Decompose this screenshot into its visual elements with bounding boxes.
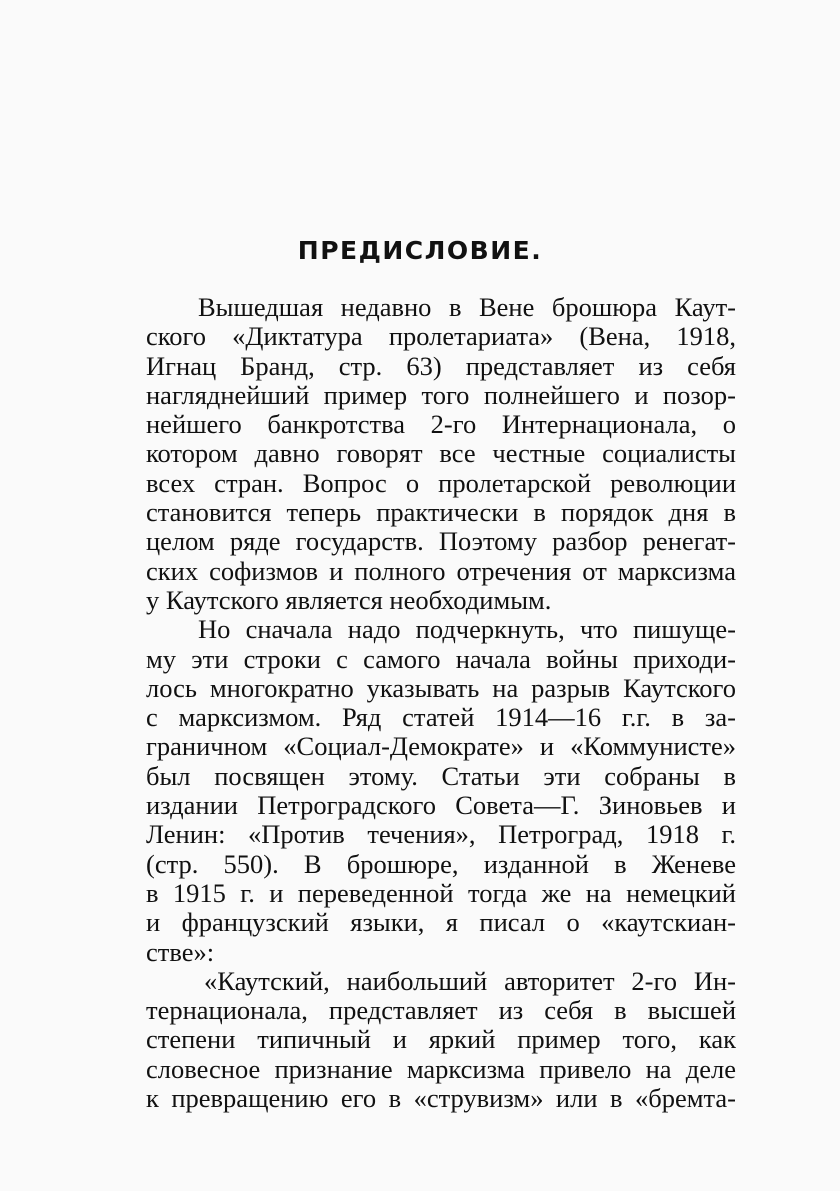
text-line: котором давно говорят все честные социалисты (146, 438, 736, 469)
text-line: му эти строки с самого начала войны приходи- (146, 643, 736, 674)
text-line: стве»: (146, 936, 215, 967)
text-line: ского «Диктатура пролетариата» (Вена, 1918, (146, 321, 736, 352)
text-line: словесное признание марксизма привело на деле (146, 1053, 736, 1084)
body-text (146, 293, 736, 1113)
text-line: к превращению его в «струвизм» или в «бремта- (146, 1083, 736, 1114)
text-line: нагляднейший пример того полнейшего и позор- (146, 379, 736, 410)
text-line: издании Петроградского Совета—Г. Зиновьев и (146, 790, 736, 821)
text-line: Игнац Бранд, стр. 63) представляет из себя (146, 350, 736, 381)
text-line: целом ряде государств. Поэтому разбор ренегат- (146, 526, 736, 557)
text-line: и французский языки, я писал о «каутскиан- (146, 907, 736, 938)
text-line: тернационала, представляет из себя в высшей (146, 995, 736, 1026)
text-line: Вышедшая недавно в Вене брошюра Каут- (198, 292, 736, 322)
text-line: с марксизмом. Ряд статей 1914—16 г.г. в за- (146, 702, 736, 733)
text-line: (стр. 550). В брошюре, изданной в Женеве (146, 848, 736, 879)
text-line: всех стран. Вопрос о пролетарской революции (146, 467, 736, 498)
text-line: в 1915 г. и переведенной тогда же на немецкий (146, 877, 736, 908)
text-line: был посвящен этому. Статьи эти собраны в (146, 760, 736, 791)
text-line: степени типичный и яркий пример того, как (146, 1024, 736, 1055)
text-line: ских софизмов и полного отречения от марксизма (146, 555, 736, 586)
text-line: Ленин: «Против течения», Петроград, 1918 г. (146, 819, 736, 850)
text-line: нейшего банкротства 2-го Интернационала, о (146, 409, 736, 440)
text-line: становится теперь практически в порядок дня в (146, 497, 736, 528)
text-line: у Каутского является необходимым. (146, 584, 552, 615)
text-line: Но сначала надо подчеркнуть, что пишуще- (198, 614, 736, 645)
text-line: граничном «Социал-Демократе» и «Коммунисте» (146, 731, 736, 762)
page-title: ПРЕДИСЛОВИЕ. (297, 236, 543, 265)
text-line: лось многократно указывать на разрыв Каутского (146, 672, 736, 703)
text-line: «Каутский, наибольший авторитет 2-го Ин- (204, 965, 736, 996)
